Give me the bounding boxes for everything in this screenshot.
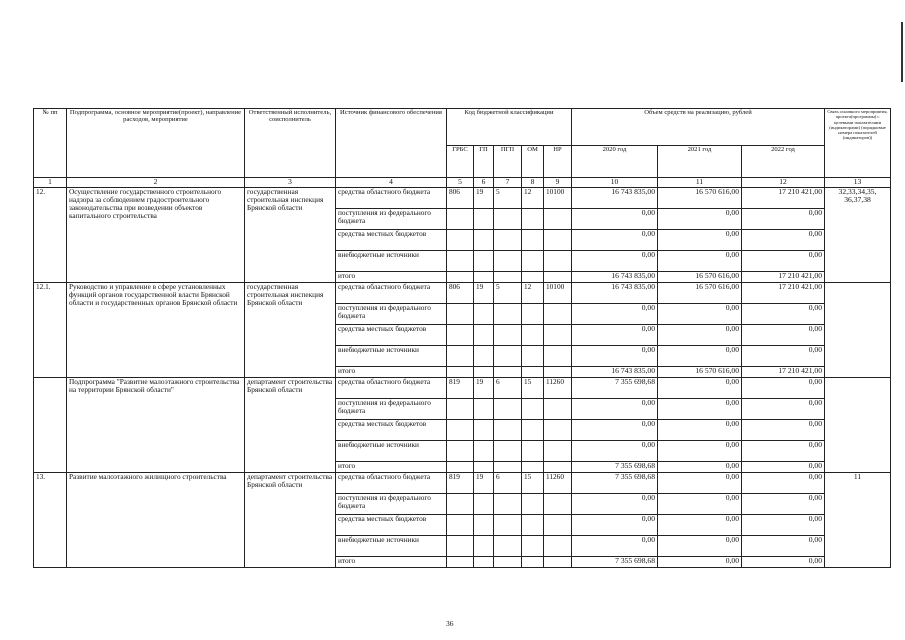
code-grbs: 806 [447, 283, 474, 304]
amount-2022: 0,00 [742, 473, 825, 494]
code-om: 12 [522, 283, 544, 304]
code-np: 10100 [544, 188, 572, 209]
code-np [544, 536, 572, 557]
code-pgp [494, 462, 522, 473]
row-indicator-link: 32,33,34,35, 36,37,38 [825, 188, 891, 283]
code-np [544, 251, 572, 272]
source-label: итого [336, 557, 447, 568]
code-grbs [447, 494, 474, 515]
code-grbs [447, 441, 474, 462]
col-number: 6 [474, 178, 494, 188]
col-number: 9 [544, 178, 572, 188]
col-number: 10 [572, 178, 658, 188]
header-code-group: Код бюджетной классификации [447, 109, 572, 146]
amount-2021: 16 570 616,00 [658, 367, 742, 378]
row-program-name: Развитие малоэтажного жилищного строительства [67, 473, 245, 568]
header-program: Подпрограмма, основное мероприятие(проект), направление расходов, мероприятие [67, 109, 245, 178]
row-number: 12.1. [34, 283, 67, 378]
column-number-row [34, 178, 891, 188]
code-gp: 19 [474, 283, 494, 304]
source-label: средства местных бюджетов [336, 515, 447, 536]
amount-2020: 16 743 835,00 [572, 283, 658, 304]
code-om [522, 272, 544, 283]
code-grbs: 806 [447, 188, 474, 209]
code-om: 12 [522, 188, 544, 209]
code-om [522, 420, 544, 441]
code-pgp [494, 325, 522, 346]
amount-2020: 0,00 [572, 441, 658, 462]
code-gp [474, 462, 494, 473]
col-number: 3 [245, 178, 336, 188]
code-grbs [447, 346, 474, 367]
code-gp [474, 251, 494, 272]
row-number [34, 378, 67, 473]
amount-2022: 0,00 [742, 304, 825, 325]
amount-2022: 0,00 [742, 346, 825, 367]
code-gp: 19 [474, 378, 494, 399]
source-label: итого [336, 462, 447, 473]
source-label: поступления из федерального бюджета [336, 209, 447, 230]
code-grbs [447, 304, 474, 325]
code-np [544, 346, 572, 367]
col-number: 4 [336, 178, 447, 188]
source-label: средства местных бюджетов [336, 230, 447, 251]
header-link: Связь основного мероприятия, проекта(программы) с целевыми показателями (индикаторами) (порядковые номера показателей (индикаторов)) [825, 109, 891, 178]
code-om [522, 325, 544, 346]
code-grbs: 819 [447, 378, 474, 399]
table-row [34, 378, 891, 399]
amount-2020: 0,00 [572, 494, 658, 515]
code-np [544, 399, 572, 420]
code-pgp [494, 420, 522, 441]
code-om: 15 [522, 378, 544, 399]
code-om [522, 441, 544, 462]
code-gp [474, 399, 494, 420]
code-grbs [447, 399, 474, 420]
code-om: 15 [522, 473, 544, 494]
header-source: Источник финансового обеспечения [336, 109, 447, 178]
code-pgp: 6 [494, 378, 522, 399]
amount-2020: 16 743 835,00 [572, 272, 658, 283]
code-grbs [447, 325, 474, 346]
code-np: 11260 [544, 473, 572, 494]
code-om [522, 230, 544, 251]
amount-2020: 7 355 698,68 [572, 473, 658, 494]
amount-2022: 0,00 [742, 515, 825, 536]
code-grbs [447, 272, 474, 283]
col-number: 11 [658, 178, 742, 188]
amount-2021: 0,00 [658, 420, 742, 441]
code-om [522, 367, 544, 378]
amount-2022: 0,00 [742, 209, 825, 230]
code-grbs [447, 536, 474, 557]
code-om [522, 557, 544, 568]
amount-2022: 17 210 421,00 [742, 367, 825, 378]
code-grbs: 819 [447, 473, 474, 494]
source-label: внебюджетные источники [336, 346, 447, 367]
code-gp [474, 420, 494, 441]
code-gp [474, 346, 494, 367]
col-number: 2 [67, 178, 245, 188]
code-pgp [494, 346, 522, 367]
code-gp [474, 230, 494, 251]
amount-2021: 0,00 [658, 515, 742, 536]
code-gp [474, 515, 494, 536]
amount-2020: 0,00 [572, 515, 658, 536]
code-np [544, 557, 572, 568]
code-om [522, 536, 544, 557]
header-gp: ГП [474, 146, 494, 178]
amount-2022: 0,00 [742, 230, 825, 251]
header-num: № пп [34, 109, 67, 178]
row-program-name: Осуществление государственного строительного надзора за соблюдением градостроительного законодательства при возведении объектов капитального строительства [67, 188, 245, 283]
amount-2022: 17 210 421,00 [742, 188, 825, 209]
amount-2020: 0,00 [572, 420, 658, 441]
code-pgp [494, 272, 522, 283]
row-executor: департамент строительства Брянской области [245, 378, 336, 473]
code-np: 11260 [544, 378, 572, 399]
source-label: поступления из федерального бюджета [336, 399, 447, 420]
amount-2021: 0,00 [658, 325, 742, 346]
header-om: ОМ [522, 146, 544, 178]
source-label: поступления из федерального бюджета [336, 494, 447, 515]
amount-2020: 0,00 [572, 304, 658, 325]
header-pgp: ПГП [494, 146, 522, 178]
col-number: 12 [742, 178, 825, 188]
header-2020: 2020 год [572, 146, 658, 178]
code-gp [474, 536, 494, 557]
code-np [544, 515, 572, 536]
col-number: 8 [522, 178, 544, 188]
amount-2020: 0,00 [572, 536, 658, 557]
header-2021: 2021 год [658, 146, 742, 178]
code-np [544, 304, 572, 325]
scan-edge-line [901, 22, 903, 82]
amount-2021: 0,00 [658, 494, 742, 515]
code-pgp [494, 515, 522, 536]
code-np [544, 272, 572, 283]
amount-2021: 0,00 [658, 462, 742, 473]
row-executor: государственная строительная инспекция Брянской области [245, 283, 336, 378]
code-gp [474, 367, 494, 378]
code-pgp [494, 304, 522, 325]
code-pgp [494, 494, 522, 515]
row-number: 13. [34, 473, 67, 568]
amount-2020: 0,00 [572, 399, 658, 420]
amount-2021: 0,00 [658, 557, 742, 568]
amount-2021: 0,00 [658, 251, 742, 272]
row-number: 12. [34, 188, 67, 283]
source-label: поступления из федерального бюджета [336, 304, 447, 325]
amount-2022: 0,00 [742, 399, 825, 420]
code-grbs [447, 515, 474, 536]
row-program-name: Руководство и управление в сфере установленных функций органов государственной власти Брянской области и государственных органов Брянской области [67, 283, 245, 378]
code-pgp [494, 367, 522, 378]
amount-2022: 0,00 [742, 251, 825, 272]
amount-2022: 0,00 [742, 325, 825, 346]
amount-2020: 16 743 835,00 [572, 188, 658, 209]
code-np [544, 367, 572, 378]
source-label: средства областного бюджета [336, 188, 447, 209]
code-pgp: 5 [494, 188, 522, 209]
source-label: итого [336, 272, 447, 283]
amount-2021: 0,00 [658, 473, 742, 494]
code-np [544, 441, 572, 462]
code-gp [474, 272, 494, 283]
row-program-name: Подпрограмма "Развитие малоэтажного строительства на территории Брянской области" [67, 378, 245, 473]
code-grbs [447, 420, 474, 441]
code-om [522, 515, 544, 536]
amount-2021: 16 570 616,00 [658, 188, 742, 209]
col-number: 5 [447, 178, 474, 188]
amount-2020: 0,00 [572, 346, 658, 367]
amount-2022: 0,00 [742, 557, 825, 568]
row-indicator-link [825, 283, 891, 378]
amount-2022: 0,00 [742, 462, 825, 473]
amount-2020: 0,00 [572, 209, 658, 230]
col-number: 13 [825, 178, 891, 188]
amount-2020: 0,00 [572, 230, 658, 251]
source-label: внебюджетные источники [336, 251, 447, 272]
code-om [522, 346, 544, 367]
source-label: итого [336, 367, 447, 378]
header-volume-group: Объем средств на реализацию, рублей [572, 109, 825, 146]
amount-2022: 0,00 [742, 536, 825, 557]
code-gp: 19 [474, 188, 494, 209]
col-number: 7 [494, 178, 522, 188]
code-grbs [447, 557, 474, 568]
amount-2021: 0,00 [658, 209, 742, 230]
amount-2021: 0,00 [658, 230, 742, 251]
row-executor: департамент строительства Брянской области [245, 473, 336, 568]
code-grbs [447, 462, 474, 473]
code-np [544, 420, 572, 441]
amount-2022: 0,00 [742, 441, 825, 462]
amount-2021: 0,00 [658, 378, 742, 399]
page-number: 36 [446, 619, 454, 628]
amount-2021: 0,00 [658, 399, 742, 420]
table-header [34, 109, 891, 188]
header-grbs: ГРБС [447, 146, 474, 178]
table-row [34, 188, 891, 209]
source-label: средства местных бюджетов [336, 325, 447, 346]
header-executor: Ответственный исполнитель, соисполнитель [245, 109, 336, 178]
source-label: средства областного бюджета [336, 473, 447, 494]
code-pgp: 5 [494, 283, 522, 304]
code-pgp [494, 557, 522, 568]
code-om [522, 304, 544, 325]
code-np [544, 325, 572, 346]
amount-2021: 0,00 [658, 536, 742, 557]
code-om [522, 399, 544, 420]
code-gp [474, 494, 494, 515]
amount-2022: 17 210 421,00 [742, 272, 825, 283]
budget-table [33, 108, 891, 568]
amount-2021: 0,00 [658, 441, 742, 462]
code-pgp: 6 [494, 473, 522, 494]
code-gp: 19 [474, 473, 494, 494]
amount-2021: 0,00 [658, 346, 742, 367]
amount-2022: 0,00 [742, 494, 825, 515]
code-pgp [494, 441, 522, 462]
source-label: внебюджетные источники [336, 441, 447, 462]
code-np [544, 462, 572, 473]
source-label: средства областного бюджета [336, 283, 447, 304]
amount-2022: 0,00 [742, 420, 825, 441]
amount-2022: 0,00 [742, 378, 825, 399]
amount-2021: 16 570 616,00 [658, 272, 742, 283]
code-pgp [494, 230, 522, 251]
code-np [544, 230, 572, 251]
code-np: 10100 [544, 283, 572, 304]
code-gp [474, 304, 494, 325]
row-indicator-link [825, 378, 891, 473]
amount-2022: 17 210 421,00 [742, 283, 825, 304]
code-grbs [447, 251, 474, 272]
amount-2020: 7 355 698,68 [572, 557, 658, 568]
code-gp [474, 209, 494, 230]
header-2022: 2022 год [742, 146, 825, 178]
amount-2020: 16 743 835,00 [572, 367, 658, 378]
code-np [544, 494, 572, 515]
amount-2021: 0,00 [658, 304, 742, 325]
code-pgp [494, 209, 522, 230]
table-body [34, 188, 891, 568]
code-np [544, 209, 572, 230]
amount-2020: 7 355 698,68 [572, 462, 658, 473]
code-om [522, 209, 544, 230]
col-number: 1 [34, 178, 67, 188]
table-row [34, 283, 891, 304]
code-gp [474, 441, 494, 462]
source-label: внебюджетные источники [336, 536, 447, 557]
code-om [522, 462, 544, 473]
code-grbs [447, 209, 474, 230]
header-np: НР [544, 146, 572, 178]
source-label: средства областного бюджета [336, 378, 447, 399]
row-indicator-link: 11 [825, 473, 891, 568]
source-label: средства местных бюджетов [336, 420, 447, 441]
amount-2020: 0,00 [572, 325, 658, 346]
code-gp [474, 325, 494, 346]
row-executor: государственная строительная инспекция Брянской области [245, 188, 336, 283]
code-grbs [447, 367, 474, 378]
table-row [34, 473, 891, 494]
amount-2020: 0,00 [572, 251, 658, 272]
code-pgp [494, 536, 522, 557]
code-om [522, 251, 544, 272]
amount-2020: 7 355 698,68 [572, 378, 658, 399]
code-om [522, 494, 544, 515]
amount-2021: 16 570 616,00 [658, 283, 742, 304]
code-pgp [494, 399, 522, 420]
code-grbs [447, 230, 474, 251]
code-pgp [494, 251, 522, 272]
code-gp [474, 557, 494, 568]
